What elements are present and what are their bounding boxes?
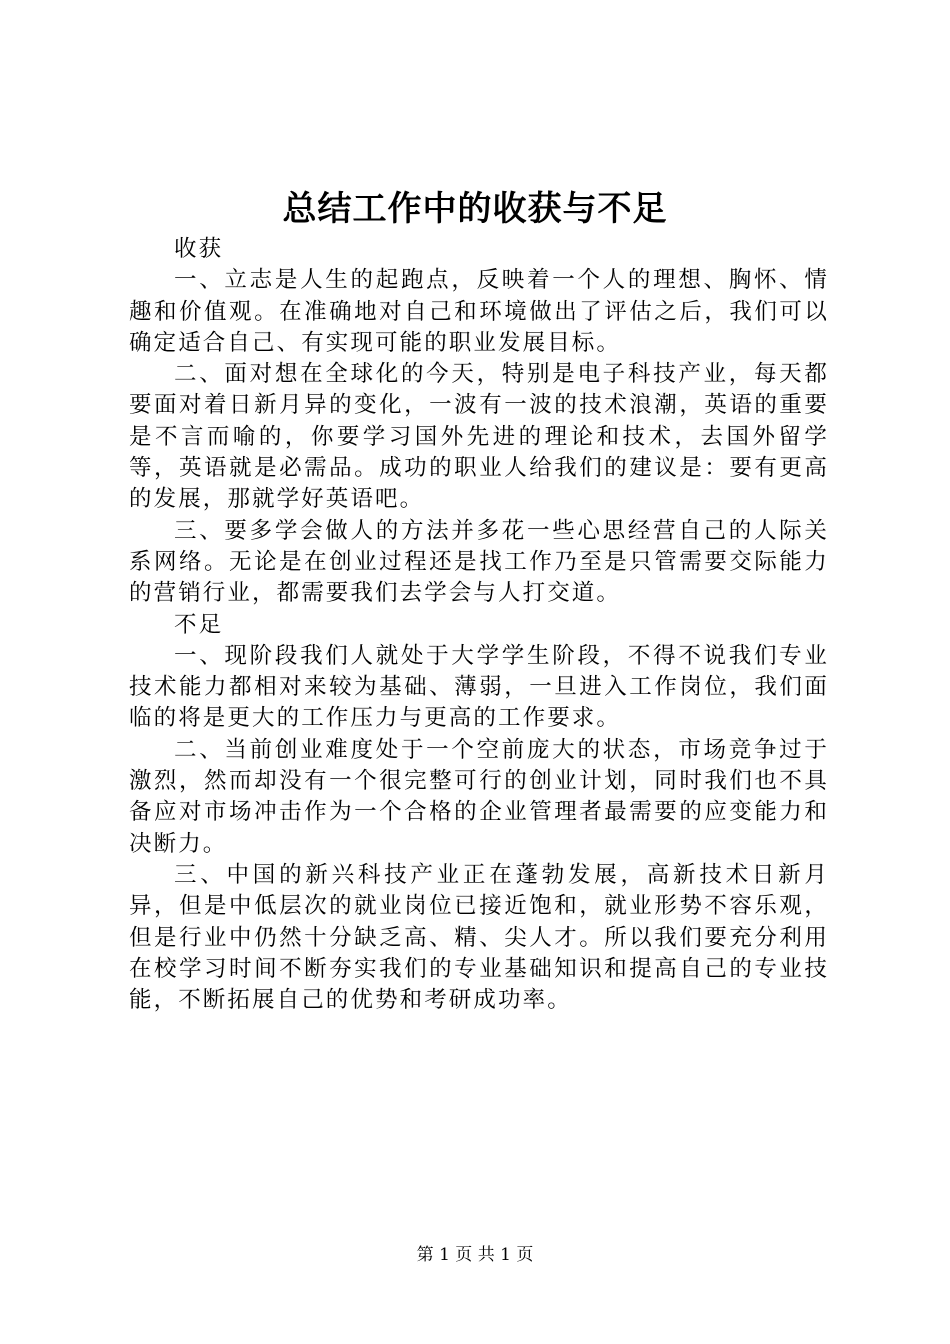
shortcomings-paragraph-3: 三、中国的新兴科技产业正在蓬勃发展，高新技术日新月异，但是中低层次的就业岗位已接近饱和，就业形势不容乐观，但是行业中仍然十分缺乏高、精、尖人才。所以我们要充分利用在校学习时间不断夯实我们的专业基础知识和提高自己的专业技能，不断拓展自己的优势和考研成功率。 (129, 861, 829, 1014)
gains-paragraph-3: 三、要多学会做人的方法并多花一些心思经营自己的人际关系网络。无论是在创业过程还是找工作乃至是只管需要交际能力的营销行业，都需要我们去学会与人打交道。 (129, 517, 829, 607)
shortcomings-paragraph-2: 二、当前创业难度处于一个空前庞大的状态，市场竞争过于激烈，然而却没有一个很完整可行的创业计划，同时我们也不具备应对市场冲击作为一个合格的企业管理者最需要的应变能力和决断力。 (129, 736, 829, 857)
section-heading-shortcomings: 不足 (174, 611, 224, 638)
document-title: 总结工作中的收获与不足 (282, 189, 668, 229)
section-heading-gains: 收获 (174, 236, 224, 262)
document-body (129, 234, 829, 1016)
page-footer: 第 1 页 共 1 页 (416, 1245, 534, 1265)
gains-paragraph-1: 一、立志是人生的起跑点，反映着一个人的理想、胸怀、情趣和价值观。在准确地对自己和环境做出了评估之后，我们可以确定适合自己、有实现可能的职业发展目标。 (129, 267, 829, 356)
gains-paragraph-2: 二、面对想在全球化的今天，特别是电子科技产业，每天都要面对着日新月异的变化，一波有一波的技术浪潮，英语的重要是不言而喻的，你要学习国外先进的理论和技术，去国外留学等，英语就是必需品。成功的职业人给我们的建议是：要有更高的发展，那就学好英语吧。 (129, 361, 829, 513)
shortcomings-paragraph-1: 一、现阶段我们人就处于大学学生阶段，不得不说我们专业技术能力都相对来较为基础、薄弱，一旦进入工作岗位，我们面临的将是更大的工作压力与更高的工作要求。 (129, 642, 829, 732)
